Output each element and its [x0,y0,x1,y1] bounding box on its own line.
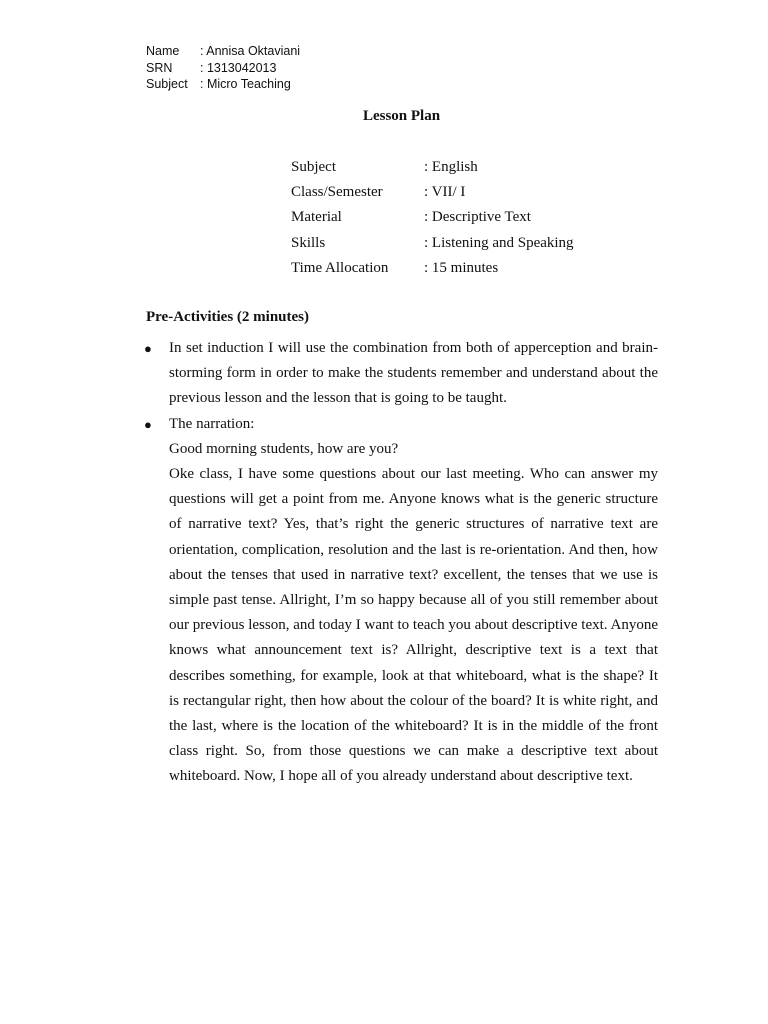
info-row-time-allocation [291,258,574,283]
info-value: : English [424,159,478,175]
set-induction-text: In set induction I will use the combination from both of apperception and brain-storming form in order to make the students remember and understand about the previous lesson and the lesson that is going to be taught. [169,340,658,407]
narration-text: Oke class, I have some questions about our last meeting. Who can answer my questions will get a point from me. Anyone knows what is the generic structure of narrative text? Yes, that’s right the generic structures of narrative text are orientation, complication, resolution and the last is re-orientation. And then, how about the tenses that used in narrative text? excellent, the tenses that we use is simple past tense. Allright, I’m so happy because all of you still remember about our previous lesson, and today I want to teach you about descriptive text. Anyone knows what announcement text is? Allright, descriptive text is a text that describes something, for example, look at that whiteboard, what is the shape? It is rectangular right, then how about the colour of the board? It is white right, and the last, where is the location of the whiteboard? It is in the middle of the front class right. So, from those questions we can make a descriptive text about whiteboard. Now, I hope all of you already understand about descriptive text. [169,466,658,785]
info-label: Material [291,209,342,226]
info-row-subject [291,157,574,182]
info-value: : Listening and Speaking [424,234,574,251]
info-row-material [291,207,574,232]
subject-value: : Micro Teaching [200,77,291,91]
info-value: : Descriptive Text [424,209,531,226]
lesson-info-table [291,157,574,283]
info-row-skills [291,233,574,258]
narration-greeting: Good morning students, how are you? [169,440,399,457]
srn-label: SRN [146,60,173,75]
info-label: Subject [291,159,336,175]
document-title: Lesson Plan [362,108,441,124]
name-label: Name [146,44,180,58]
name-value: : Annisa Oktaviani [200,44,301,58]
list-item [146,412,658,790]
student-header [146,43,300,93]
info-label: Time Allocation [291,259,389,276]
info-value: : 15 minutes [424,259,499,276]
narration-title: The narration: [169,415,255,432]
bullet-icon: ● [144,341,152,356]
info-label: Skills [291,234,326,251]
pre-activities-list [146,336,658,790]
pre-activities-heading: Pre-Activities (2 minutes) [146,309,310,325]
list-item [146,336,658,412]
srn-value: : 1313042013 [200,60,277,75]
subject-label: Subject [146,77,188,91]
info-row-class-semester [291,182,574,207]
header-row-subject [146,76,300,93]
header-row-srn [146,60,300,77]
bullet-icon: ● [144,416,152,432]
info-label: Class/Semester [291,184,383,201]
header-row-name [146,43,300,60]
info-value: : VII/ I [424,184,466,201]
